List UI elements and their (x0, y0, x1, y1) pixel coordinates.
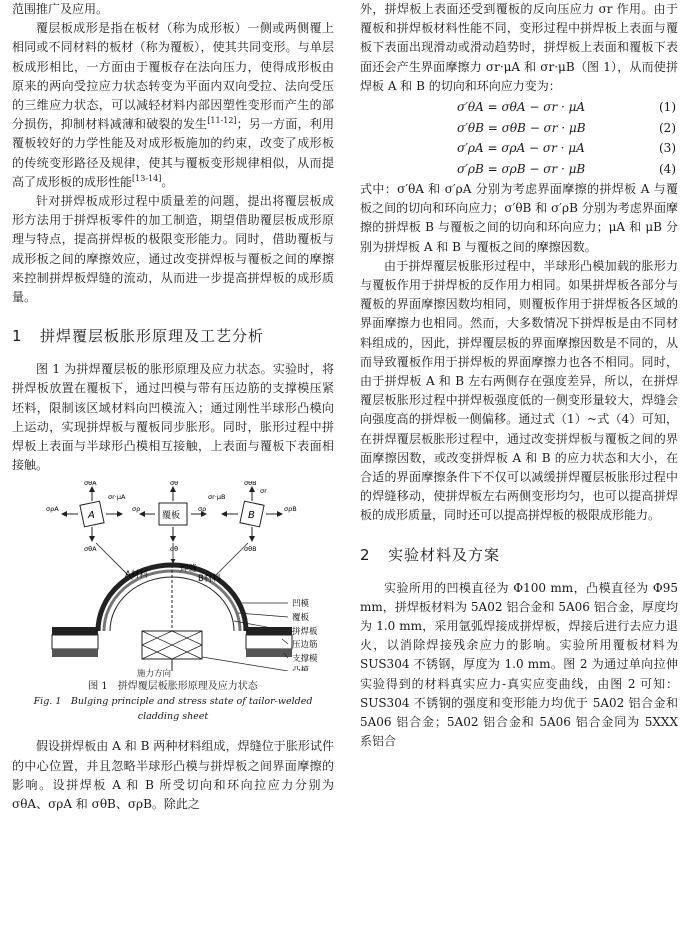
equation-number: (2) (659, 120, 676, 135)
paragraph-figure-intro: 图 1 为拼焊覆层板的胀形原理及应力状态。实验时，将拼焊板放置在覆板下，通过凹模与带有压边筋的支撑模压紧坯料，限制该区域材料向凹模流入；通过刚性半球形凸模向上运动，实现拼焊板与覆板同步胀形。同时，胀形过程中拼焊板上表面与半球形凸模相互接触，上表面与覆板下表面相接触。 (12, 362, 334, 473)
label-sigma-r: σr (260, 487, 267, 496)
stress-element-b (208, 481, 297, 553)
label-sigma-rhoA: σρA (46, 505, 59, 514)
label-b-material: B材料 (198, 574, 221, 585)
section-number: 1 (12, 327, 23, 346)
equation-body: σ′θB = σθB − σr · μB (457, 120, 586, 135)
equation-number: (3) (659, 141, 676, 156)
equation-number: (1) (659, 100, 676, 115)
text-span: 覆层板成形是指在板材（称为成形板）一侧或两侧覆上相同或不同材料的板材（称为覆板），使其共同变形。与单层板成形相比，一方面由于覆板存在法向压力，使得成形板由原来的两向受拉应力状态转变为平面内双向受拉、法向受压的三维应力状态，可以减轻材料内部因塑性变形而产生的部分损伤，抑制材料减薄和破裂的发生 (12, 21, 334, 132)
citation-ref: [11-12] (207, 116, 237, 126)
text-span: ；另一方面，利用覆板较好的力学性能及对成形板施加的约束，改变了成形板的传统变形路径及规律，使其与覆板变形规律相似，从而提高了成形板的成形性能 (12, 117, 334, 189)
section-1-heading (12, 325, 334, 346)
label-sigma-thetaA: σθA (84, 481, 97, 488)
paragraph-materials: 实验所用的凹模直径为 Φ100 mm，凸模直径为 Φ95 mm，拼焊板材料为 5A02 铝合金和 5A06 铝合金，厚度均为 1.0 mm，采用氩弧焊接成拼焊板，焊接后进行去应力退火，以消除焊接残余应力的影响。实验所用覆板材料为 SUS304 不锈钢，厚度为 1.0 mm。图 2 为通过单向拉伸实验得到的材料真实应力-真实应变曲线，由图 2 可知：SUS304 不锈钢的强度和变形能力均优于 5A02 铝合金和 5A06 铝合金；5A02 铝合金和 5A06 铝合金同为 5XXX 系铝合 (360, 580, 678, 749)
figure-1-diagram (12, 481, 334, 671)
label-sigma-thetaB: σθB (244, 481, 257, 488)
label-sigma-thetaA: σθA (84, 545, 97, 554)
section-number: 2 (360, 545, 371, 564)
figure-1-caption-en-2: cladding sheet (137, 711, 209, 723)
equation-body: σ′θA = σθA − σr · μA (457, 100, 586, 115)
label-sigma-r-muB: σr·μB (208, 493, 226, 502)
label-sigma-theta: σθ (170, 481, 179, 488)
label-clad: 覆板 (292, 613, 310, 624)
paragraph-stress-intro: 外，拼焊板上表面还受到覆板的反向压应力 σr 作用。由于覆板和拼焊板材料性能不同，变形过程中拼焊板上表面与覆板下表面出现滑动或滑动趋势时，拼焊板上表面和覆板下表面还会产生界面摩擦力 σr·μA 和 σr·μB（图 1），从而使拼焊板 A 和 B 的切向和环向应力变为： (360, 2, 678, 93)
right-column (360, 0, 678, 752)
equation-1 (360, 98, 678, 119)
equations-block (360, 98, 678, 180)
label-sigma-thetaB: σθB (244, 545, 257, 554)
text-span: 。 (161, 174, 174, 189)
stress-element-a (46, 481, 126, 553)
paragraph-motivation: 针对拼焊板成形过程中质量差的问题，提出将覆层板成形方法用于拼焊板零件的加工制造，期望借助覆层板成形原理与特点，提高拼焊板的极限变形能力。同时，借助覆板与成形板之间的摩擦效应，通过改变拼焊板与覆板之间的摩擦来控制拼焊板焊缝的流动，从而进一步提高拼焊板的成形质量。 (12, 194, 334, 305)
label-weld: 焊缝 (180, 564, 198, 575)
label-sigma-rho: σρ (198, 505, 207, 514)
figure-1 (12, 481, 334, 723)
label-bead: 压边筋 (292, 640, 318, 651)
label-sigma-theta: σθ (170, 545, 179, 554)
label-support-die: 支撑模 (292, 654, 318, 665)
stress-element-clad (132, 481, 206, 553)
label-die: 凹模 (292, 599, 310, 610)
label-punch: 凸模 (292, 666, 310, 672)
equation-body: σ′ρA = σρA − σr · μA (457, 141, 585, 156)
equation-4 (360, 160, 678, 181)
citation-ref: [13-14] (132, 173, 162, 183)
label-sigma-rhoB: σρB (284, 505, 297, 514)
label-twb: 拼焊板 (292, 627, 318, 638)
label-b-element: B (248, 510, 255, 522)
label-force-direction: 施力方向 (137, 669, 172, 680)
paragraph-assumption: 假设拼焊板由 A 和 B 两种材料组成，焊缝位于胀形试件的中心位置，并且忽略半球形凸模与拼焊板之间界面摩擦的影响。设拼焊板 A 和 B 所受切向和环向拉应力分别为 σθA、σρA 和 σθB、σρB。除此之 (12, 739, 334, 812)
label-sigma-rho: σρ (132, 505, 141, 514)
label-a-element: A (88, 510, 95, 522)
paragraph-friction-analysis: 由于拼焊覆层板胀形过程中，半球形凸模加载的胀形力与覆板作用于拼焊板的反作用力相同。如果拼焊板各部分与覆板的界面摩擦因数均相同，则覆板作用于拼焊板各区域的界面摩擦力也相同。然而，大多数情况下拼焊板是由不同材料组成的，因此，拼焊覆层板的界面摩擦因数是不同的，从而导致覆板作用于拼焊板的界面摩擦力也各不相同。同时，由于拼焊板 A 和 B 左右两侧存在强度差异，所以，在拼焊覆层板胀形过程中拼焊板强度低的一侧变形量较大，焊缝会向强度高的拼焊板一侧偏移。通过式（1）~式（4）可知，在拼焊覆层板胀形过程中，通过改变拼焊板与覆板之间的界面摩擦因数，或改变拼焊板 A 和 B 的应力状态和大小，在合适的界面摩擦条件下不仅可以减缓拼焊覆层板胀形过程中的焊缝移动，使拼焊板左右两侧变形均匀，也可以提高拼焊板的成形质量，同时还可以提高拼焊板的极限成形能力。 (360, 258, 678, 523)
paragraph-intro-tail: 范围推广及应用。 (12, 2, 109, 16)
figure-1-caption-cn: 图 1 拼焊覆层板胀形原理及应力状态 (88, 681, 258, 693)
equation-2 (360, 119, 678, 140)
section-title: 拼焊覆层板胀形原理及工艺分析 (40, 327, 265, 346)
label-clad-element: 覆板 (162, 511, 181, 522)
section-2-heading (360, 544, 678, 565)
paragraph-symbol-definitions: 式中：σ′θA 和 σ′ρA 分别为考虑界面摩擦的拼焊板 A 与覆板之间的切向和环向应力；σ′θB 和 σ′ρB 分别为考虑界面摩擦的拼焊板 B 与覆板之间的切向和环向应力；μA 和 μB 分别为拼焊板 A 和 B 与覆板之间的摩擦因数。 (360, 182, 678, 254)
section-title: 实验材料及方案 (388, 545, 501, 564)
label-a-material: A材料 (125, 570, 148, 581)
label-sigma-r-muA: σr·μA (108, 493, 126, 502)
left-column (12, 0, 334, 814)
paragraph-cladding-definition (12, 19, 334, 192)
equation-3 (360, 139, 678, 160)
bulging-die-assembly (52, 565, 292, 671)
equation-body: σ′ρB = σρB − σr · μB (457, 161, 586, 176)
figure-1-caption-en-1: Fig. 1 Bulging principle and stress state of tailor-welded (33, 696, 313, 708)
equation-number: (4) (659, 161, 676, 176)
